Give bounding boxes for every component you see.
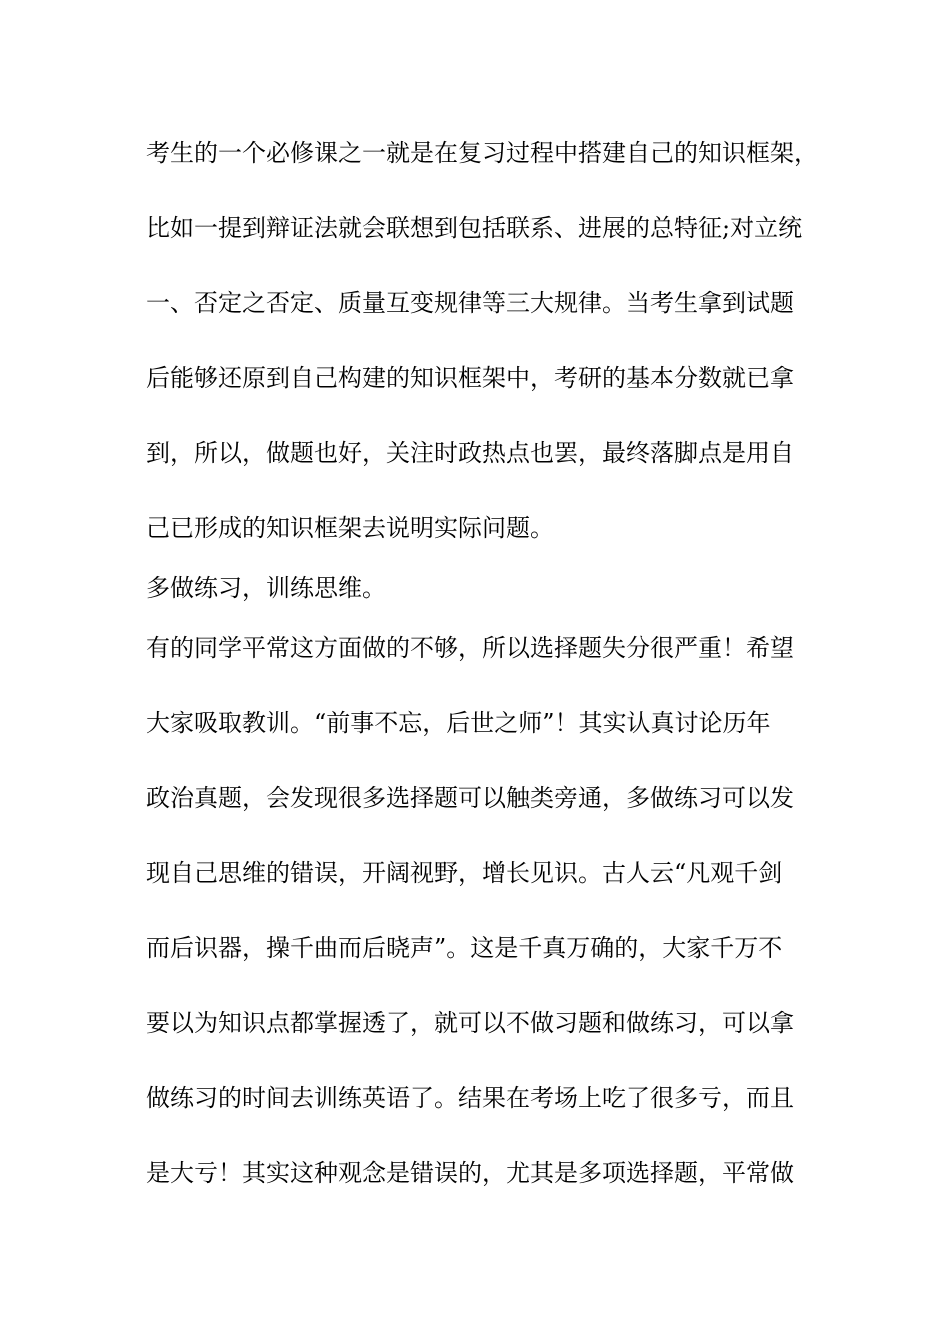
document-body xyxy=(146,128,846,1198)
section-heading: 多做练习，训练思维。 xyxy=(146,574,386,602)
text-line: 到，所以，做题也好，关注时政热点也罢，最终落脚点是用自 xyxy=(146,439,794,467)
text-line: 后能够还原到自己构建的知识框架中，考研的基本分数就已拿 xyxy=(146,364,794,392)
text-line: 现自己思维的错误，开阔视野，增长见识。古人云“凡观千剑 xyxy=(146,859,783,887)
text-line: 而后识器，操千曲而后晓声”。这是千真万确的，大家千万不 xyxy=(146,934,783,962)
text-line: 是大亏！其实这种观念是错误的，尤其是多项选择题，平常做 xyxy=(146,1159,794,1187)
text-line: 考生的一个必修课之一就是在复习过程中搭建自己的知识框架， xyxy=(146,139,818,167)
text-line: 有的同学平常这方面做的不够，所以选择题失分很严重！希望 xyxy=(146,634,794,662)
text-line: 政治真题，会发现很多选择题可以触类旁通，多做练习可以发 xyxy=(146,784,794,812)
text-line: 做练习的时间去训练英语了。结果在考场上吃了很多亏，而且 xyxy=(146,1084,794,1112)
text-line: 要以为知识点都掌握透了，就可以不做习题和做练习，可以拿 xyxy=(146,1009,794,1037)
text-line: 大家吸取教训。“前事不忘，后世之师”！其实认真讨论历年 xyxy=(146,709,771,737)
text-line: 比如一提到辩证法就会联想到包括联系、进展的总特征;对立统 xyxy=(146,214,803,242)
text-line: 己已形成的知识框架去说明实际问题。 xyxy=(146,514,554,542)
text-line: 一、否定之否定、质量互变规律等三大规律。当考生拿到试题 xyxy=(146,289,794,317)
